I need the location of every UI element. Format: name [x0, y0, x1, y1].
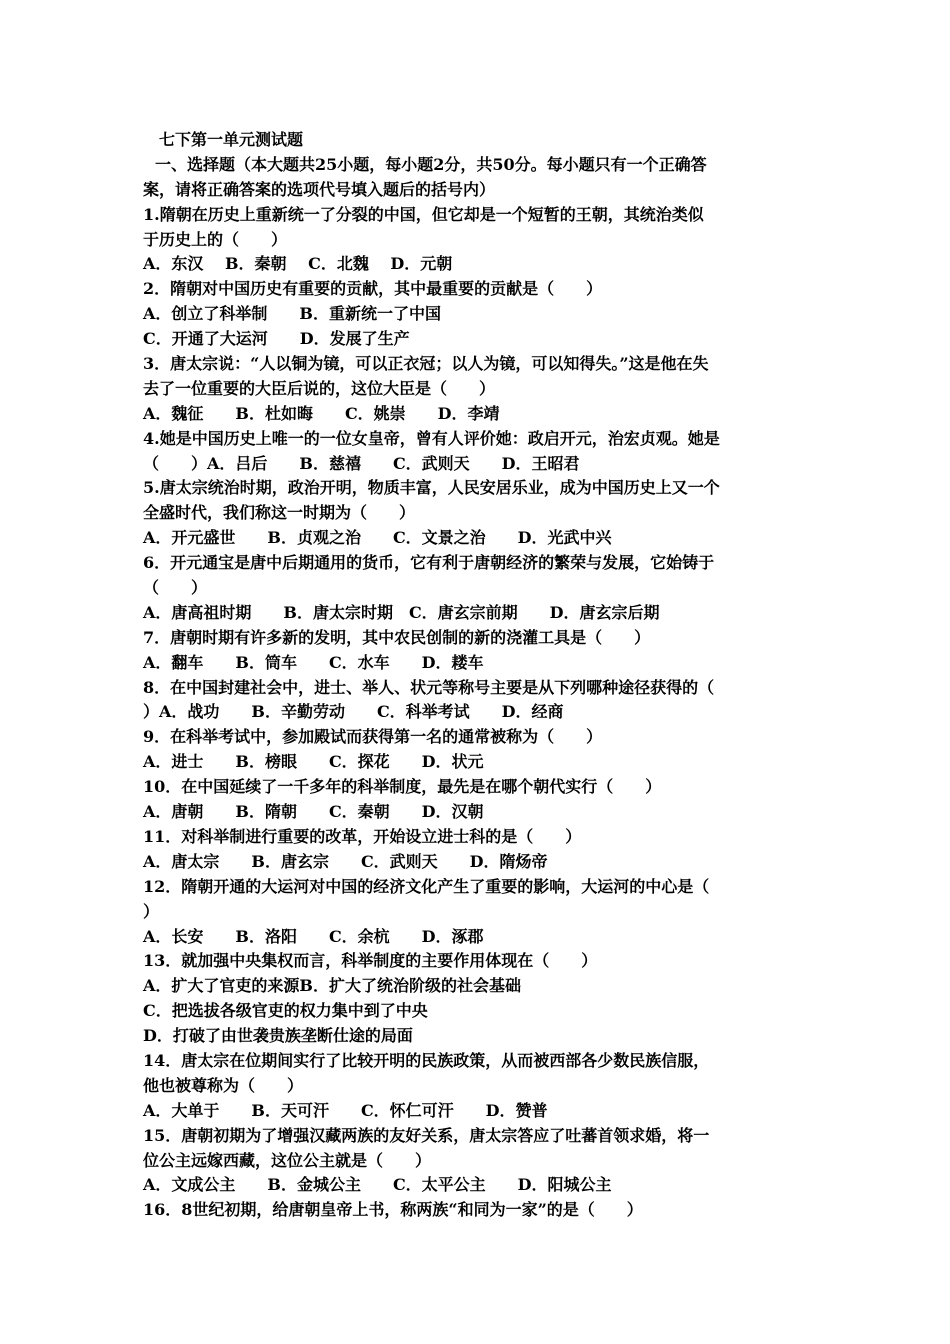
text-line: 去了一位重要的大臣后说的，这位大臣是（ ） [143, 378, 496, 398]
text-line: （ ） [143, 578, 208, 598]
text-line: 6．开元通宝是唐中后期通用的货币，它有利于唐朝经济的繁荣与发展，它始铸于 [143, 553, 715, 573]
text-line: 位公主远嫁西藏，这位公主就是（ ） [143, 1150, 432, 1170]
text-line: ） [143, 901, 160, 921]
text-line: 他也被尊称为（ ） [143, 1075, 304, 1095]
text-line: A．创立了科举制 B．重新统一了中国 [143, 304, 441, 324]
text-line: A．唐太宗 B．唐玄宗 C．武则天 D．隋炀帝 [143, 851, 548, 871]
text-line: 5.唐太宗统治时期，政治开明，物质丰富，人民安居乐业，成为中国历史上又一个 [143, 478, 720, 498]
text-line: 7．唐朝时期有许多新的发明，其中农民创制的新的浇灌工具是（ ） [143, 627, 651, 647]
text-line: A．唐朝 B．隋朝 C．秦朝 D．汉朝 [143, 802, 484, 822]
text-line: 8．在中国封建社会中，进士、举人、状元等称号主要是从下列哪种途径获得的（ [143, 677, 715, 697]
text-line: D．打破了由世袭贵族垄断仕途的局面 [143, 1026, 413, 1046]
text-line: A．进士 B．榜眼 C．探花 D．状元 [143, 752, 484, 772]
section-heading-continued: 案，请将正确答案的选项代号填入题后的括号内） [143, 179, 496, 199]
text-line: 1.隋朝在历史上重新统一了分裂的中国，但它却是一个短暂的王朝，其统治类似 [143, 204, 704, 224]
text-line: A．文成公主 B．金城公主 C．太平公主 D．阳城公主 [143, 1175, 612, 1195]
text-line: A．开元盛世 B．贞观之治 C．文景之治 D．光武中兴 [143, 528, 612, 548]
text-line: A．扩大了官吏的来源B．扩大了统治阶级的社会基础 [143, 976, 521, 996]
text-line: 16．8世纪初期，给唐朝皇帝上书，称两族“和同为一家”的是（ ） [143, 1200, 643, 1220]
text-line: A．东汉 B．秦朝 C．北魏 D．元朝 [143, 254, 453, 274]
document-content [143, 128, 813, 1223]
text-line: 14．唐太宗在位期间实行了比较开明的民族政策，从而被西部各少数民族信服， [143, 1050, 710, 1070]
text-line: 2．隋朝对中国历史有重要的贡献，其中最重要的贡献是（ ） [143, 279, 603, 299]
section-heading: 一、选择题（本大题共25小题，每小题2分，共50分。每小题只有一个正确答 [155, 154, 707, 174]
text-line: 11．对科举制进行重要的改革，开始设立进士科的是（ ） [143, 826, 582, 846]
text-line: 全盛时代，我们称这一时期为（ ） [143, 503, 416, 523]
text-line: 13．就加强中央集权而言，科举制度的主要作用体现在（ ） [143, 951, 598, 971]
text-line: A．唐高祖时期 B．唐太宗时期 C．唐玄宗前期 D．唐玄宗后期 [143, 602, 660, 622]
text-line: 10．在中国延续了一千多年的科举制度，最先是在哪个朝代实行（ ） [143, 777, 662, 797]
text-line: （ ）A．吕后 B．慈禧 C．武则天 D．王昭君 [143, 453, 580, 473]
text-line: 15．唐朝初期为了增强汉藏两族的友好关系，唐太宗答应了吐蕃首领求婚，将一 [143, 1125, 710, 1145]
text-line: A．翻车 B．筒车 C．水车 D．耧车 [143, 652, 484, 672]
text-line: C．开通了大运河 D．发展了生产 [143, 329, 410, 349]
text-line: ）A．战功 B．辛勤劳动 C．科举考试 D．经商 [143, 702, 564, 722]
text-line: 9．在科举考试中，参加殿试而获得第一名的通常被称为（ ） [143, 727, 603, 747]
text-line: C．把选拔各级官吏的权力集中到了中央 [143, 1001, 428, 1021]
text-line: 4.她是中国历史上唯一的一位女皇帝，曾有人评价她：政启开元，治宏贞观。她是 [143, 428, 720, 448]
document-title: 七下第一单元测试题 [159, 130, 304, 149]
text-line: 于历史上的（ ） [143, 229, 288, 249]
text-line: A．魏征 B．杜如晦 C．姚崇 D．李靖 [143, 403, 500, 423]
text-line: A．长安 B．洛阳 C．余杭 D．涿郡 [143, 926, 484, 946]
text-line: A．大单于 B．天可汗 C．怀仁可汗 D．赞普 [143, 1100, 548, 1120]
text-line: 3．唐太宗说：“人以铜为镜，可以正衣冠；以人为镜，可以知得失。”这是他在失 [143, 354, 709, 374]
text-line: 12．隋朝开通的大运河对中国的经济文化产生了重要的影响，大运河的中心是（ [143, 876, 710, 896]
